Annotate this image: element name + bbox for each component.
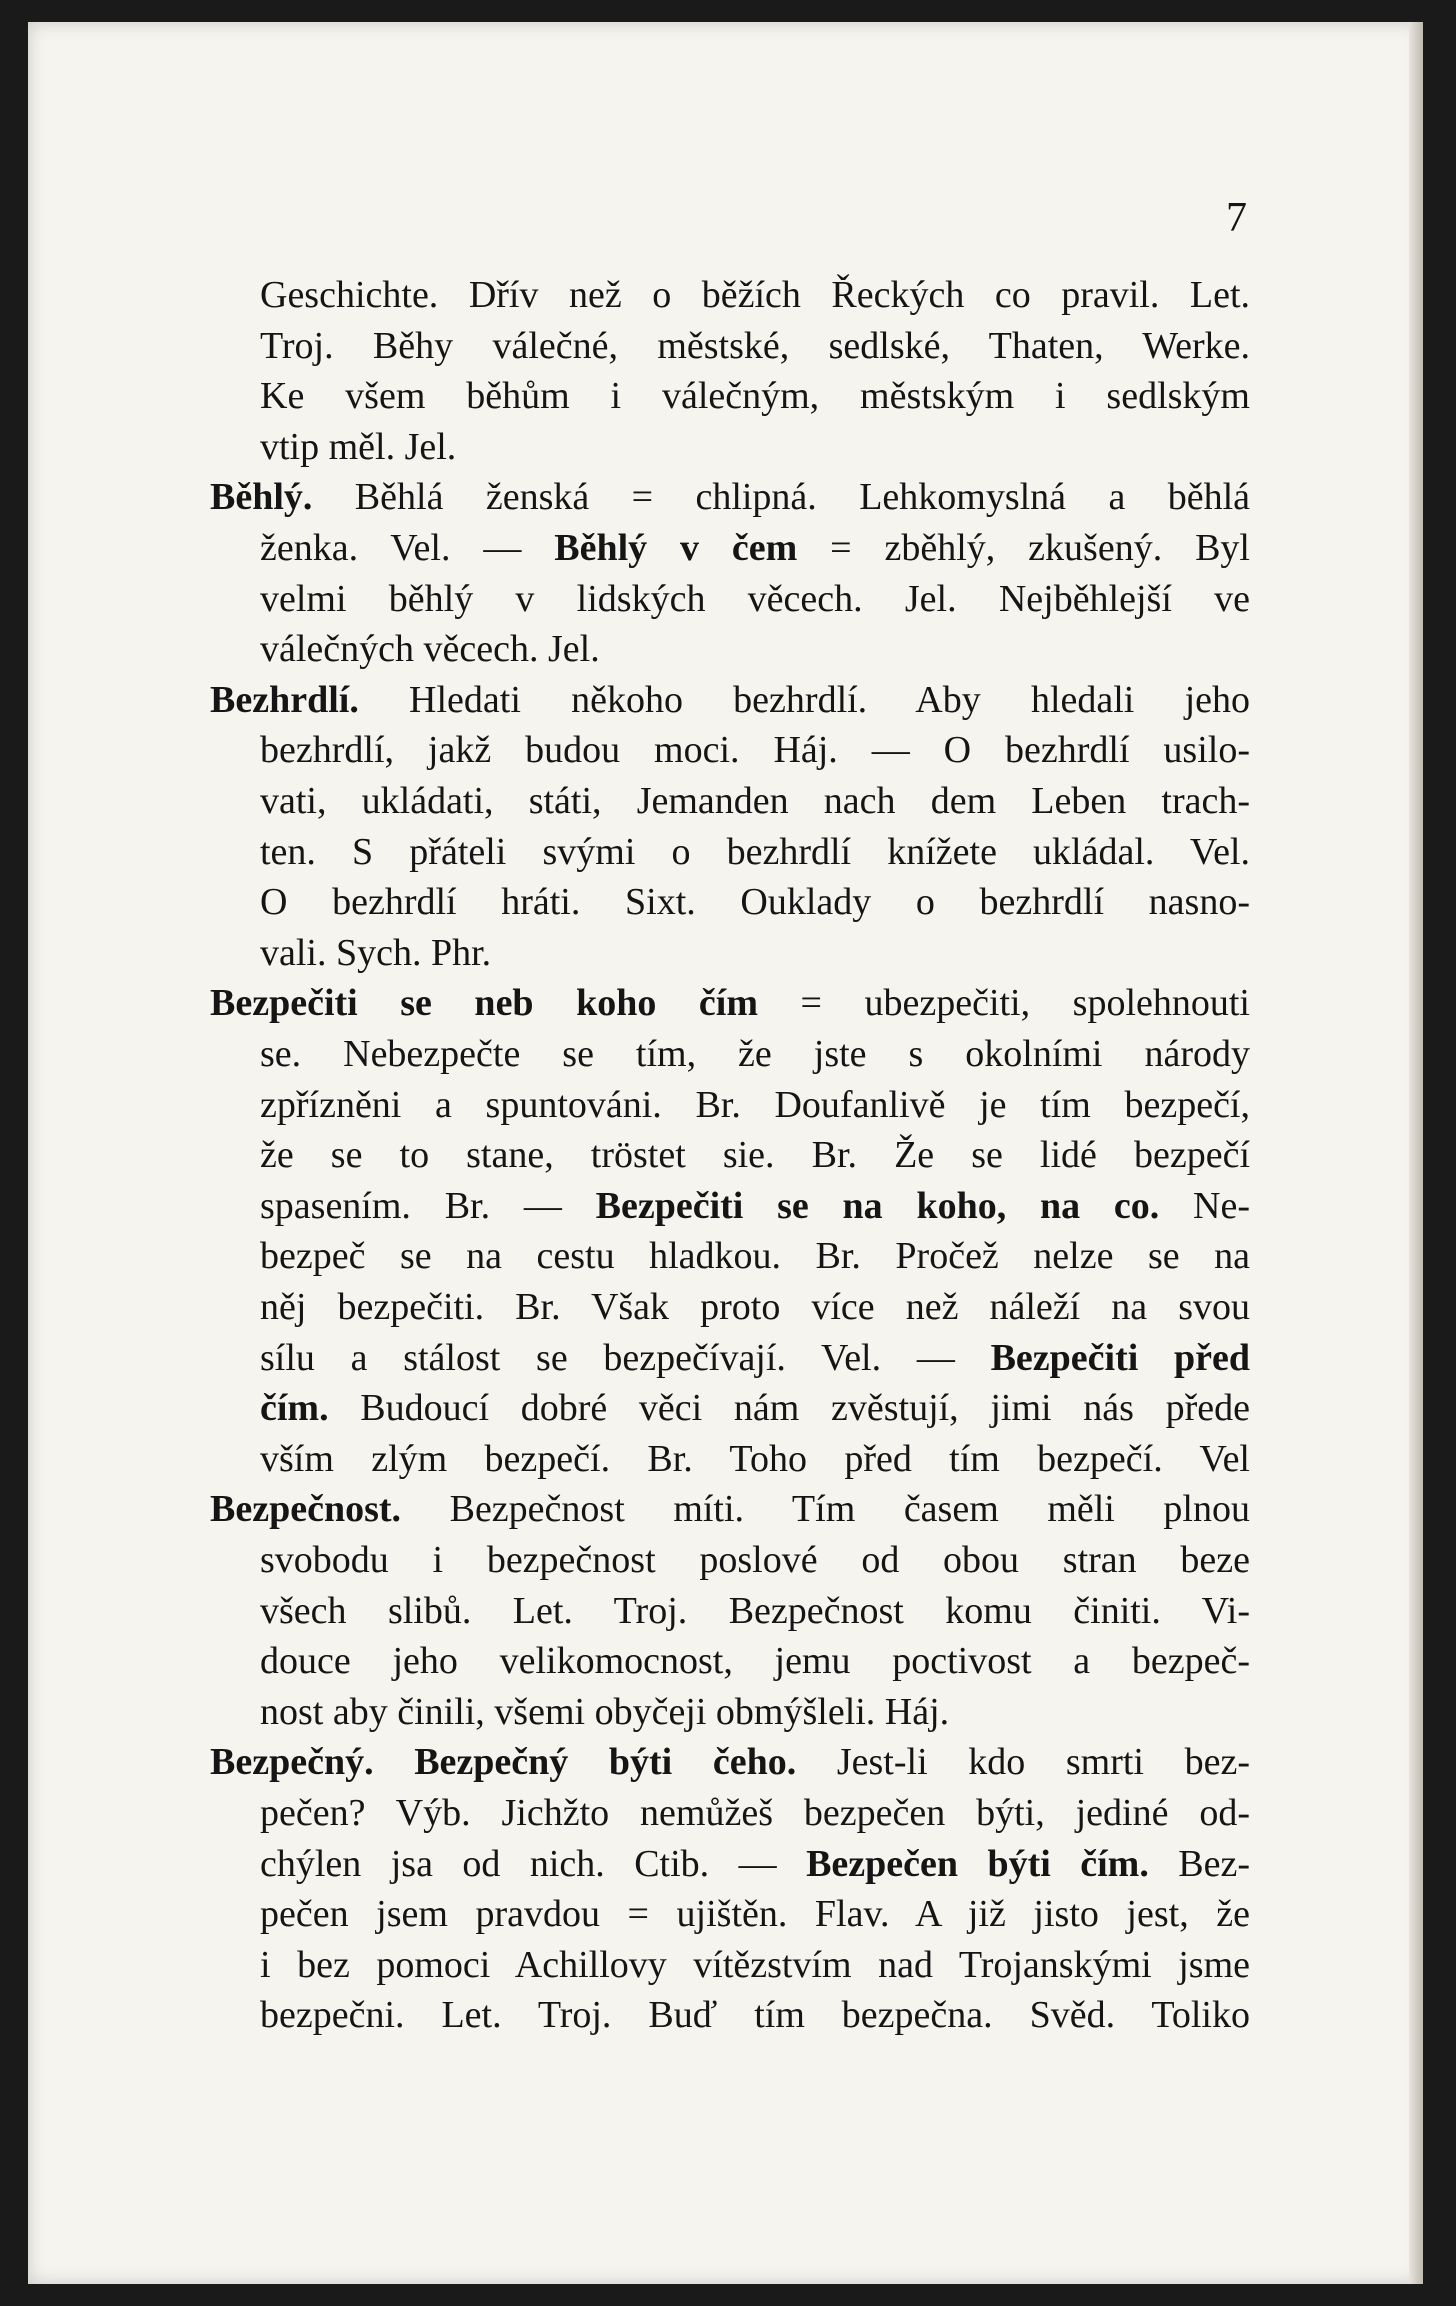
line-text: Budoucí dobré věci nám zvěstují, jimi nás přede <box>328 1387 1250 1430</box>
entry-headword-line <box>210 1737 1250 1787</box>
line-text: bezpečni. Let. Troj. Buď tím bezpečna. Svěd. Toliko <box>260 1994 1250 2037</box>
text-line <box>260 1333 1250 1383</box>
text-line <box>260 1636 1250 1686</box>
line-text: Hledati někoho bezhrdlí. Aby hledali jeho <box>358 678 1250 721</box>
headword: Bezpečný. Bezpečný býti čeho. <box>210 1741 797 1784</box>
line-text: válečných věcech. Jel. <box>260 628 600 671</box>
line-text: Ke všem běhům i válečným, městským i sedlským <box>260 375 1250 418</box>
line-text: sílu a stálost se bezpečívají. Vel. — <box>260 1336 991 1379</box>
line-text: Ne- <box>1159 1184 1250 1227</box>
entry-headword-line <box>210 472 1250 522</box>
text-line <box>260 1231 1250 1281</box>
line-text: = zběhlý, zkušený. Byl <box>797 527 1250 569</box>
line-text: chýlen jsa od nich. Ctib. — <box>260 1842 807 1885</box>
line-text: bezhrdlí, jakž budou moci. Háj. — O bezhrdlí usilo- <box>260 729 1250 772</box>
line-text: Jest-li kdo smrti bez- <box>796 1741 1250 1784</box>
headword: Běhlý. <box>210 476 313 519</box>
headword: Bezhrdlí. <box>210 678 359 721</box>
line-text: svobodu i bezpečnost poslové od obou stran beze <box>260 1539 1250 1581</box>
line-text: bezpeč se na cestu hladkou. Br. Pročež nelze se na <box>260 1235 1250 1278</box>
page-edge <box>1409 22 1423 2284</box>
headword: čím. <box>260 1387 329 1430</box>
text-line <box>260 1839 1250 1889</box>
text-line <box>260 1080 1250 1130</box>
line-text: ženka. Vel. — <box>260 527 555 569</box>
text-line <box>260 1990 1250 2040</box>
text-line <box>260 321 1250 371</box>
text-line <box>260 1383 1250 1433</box>
line-text: Geschichte. Dřív než o běžích Řeckých co pravil. Let. <box>260 274 1250 316</box>
text-line <box>260 1130 1250 1180</box>
line-text: něj bezpečiti. Br. Však proto více než náleží na svou <box>260 1286 1250 1328</box>
headword: Bezpečen býti čím. <box>806 1842 1149 1885</box>
text-line <box>260 624 1250 674</box>
entry-headword-line <box>210 1484 1250 1534</box>
line-text: douce jeho velikomocnost, jemu poctivost a bezpeč- <box>260 1640 1250 1683</box>
line-text: vali. Sych. Phr. <box>260 931 492 974</box>
text-line <box>260 1029 1250 1079</box>
text-line <box>260 827 1250 877</box>
headword: Bezpečiti se na koho, na co. <box>595 1184 1160 1227</box>
entry-headword-line <box>210 978 1250 1028</box>
line-text: pečen jsem pravdou = ujištěn. Flav. A již jisto jest, že <box>260 1893 1250 1936</box>
line-text: pečen? Výb. Jichžto nemůžeš bezpečen býti, jediné od- <box>260 1792 1250 1834</box>
line-text: nost aby činili, všemi obyčeji obmýšleli. Háj. <box>260 1690 950 1733</box>
text-line <box>260 1434 1250 1484</box>
headword: Bezpečiti se neb koho čím <box>210 982 758 1025</box>
text-line <box>260 1535 1250 1585</box>
line-text: Bez- <box>1148 1842 1251 1885</box>
text-line <box>260 371 1250 421</box>
headword: Běhlý v čem <box>554 527 798 569</box>
line-text: vtip měl. Jel. <box>260 425 457 468</box>
text-line <box>260 422 1250 472</box>
headword: Bezpečnost. <box>210 1488 402 1531</box>
book-page <box>28 22 1423 2284</box>
text-line <box>260 1687 1250 1737</box>
headword: Bezpečiti před <box>990 1336 1250 1379</box>
text-line <box>260 928 1250 978</box>
text-line <box>260 1889 1250 1939</box>
text-line <box>260 1282 1250 1332</box>
line-text: že se to stane, tröstet sie. Br. Že se lidé bezpečí <box>260 1134 1250 1177</box>
text-line <box>260 1940 1250 1990</box>
text-line <box>260 725 1250 775</box>
text-line <box>260 270 1250 320</box>
line-text: O bezhrdlí hráti. Sixt. Ouklady o bezhrdlí nasno- <box>260 881 1250 924</box>
line-text: vším zlým bezpečí. Br. Toho před tím bezpečí. Vel <box>260 1437 1250 1480</box>
line-text: Troj. Běhy válečné, městské, sedlské, Thaten, Werke. <box>260 324 1250 367</box>
text-line <box>260 523 1250 573</box>
line-text: vati, ukládati, státi, Jemanden nach dem Leben trach- <box>260 780 1250 822</box>
text-line <box>260 1586 1250 1636</box>
line-text: i bez pomoci Achillovy vítězstvím nad Trojanskými jsme <box>260 1943 1250 1986</box>
text-line <box>260 1788 1250 1838</box>
line-text: se. Nebezpečte se tím, že jste s okolními národy <box>260 1033 1250 1075</box>
text-line <box>260 877 1250 927</box>
line-text: velmi běhlý v lidských věcech. Jel. Nejběhlejší ve <box>260 577 1250 620</box>
line-text: Běhlá ženská = chlipná. Lehkomyslná a běhlá <box>312 476 1250 519</box>
line-text: spasením. Br. — <box>260 1184 596 1227</box>
line-text: zpřízněni a spuntováni. Br. Doufanlivě je tím bezpečí, <box>260 1083 1250 1126</box>
line-text: všech slibů. Let. Troj. Bezpečnost komu činiti. Vi- <box>260 1589 1250 1632</box>
line-text: = ubezpečiti, spolehnouti <box>757 982 1250 1025</box>
text-line <box>260 776 1250 826</box>
line-text: Bezpečnost míti. Tím časem měli plnou <box>401 1488 1250 1531</box>
line-text: ten. S přáteli svými o bezhrdlí knížete ukládal. Vel. <box>260 830 1250 873</box>
page-number: 7 <box>1226 195 1247 241</box>
text-line <box>260 1181 1250 1231</box>
entry-headword-line <box>210 675 1250 725</box>
text-line <box>260 574 1250 624</box>
